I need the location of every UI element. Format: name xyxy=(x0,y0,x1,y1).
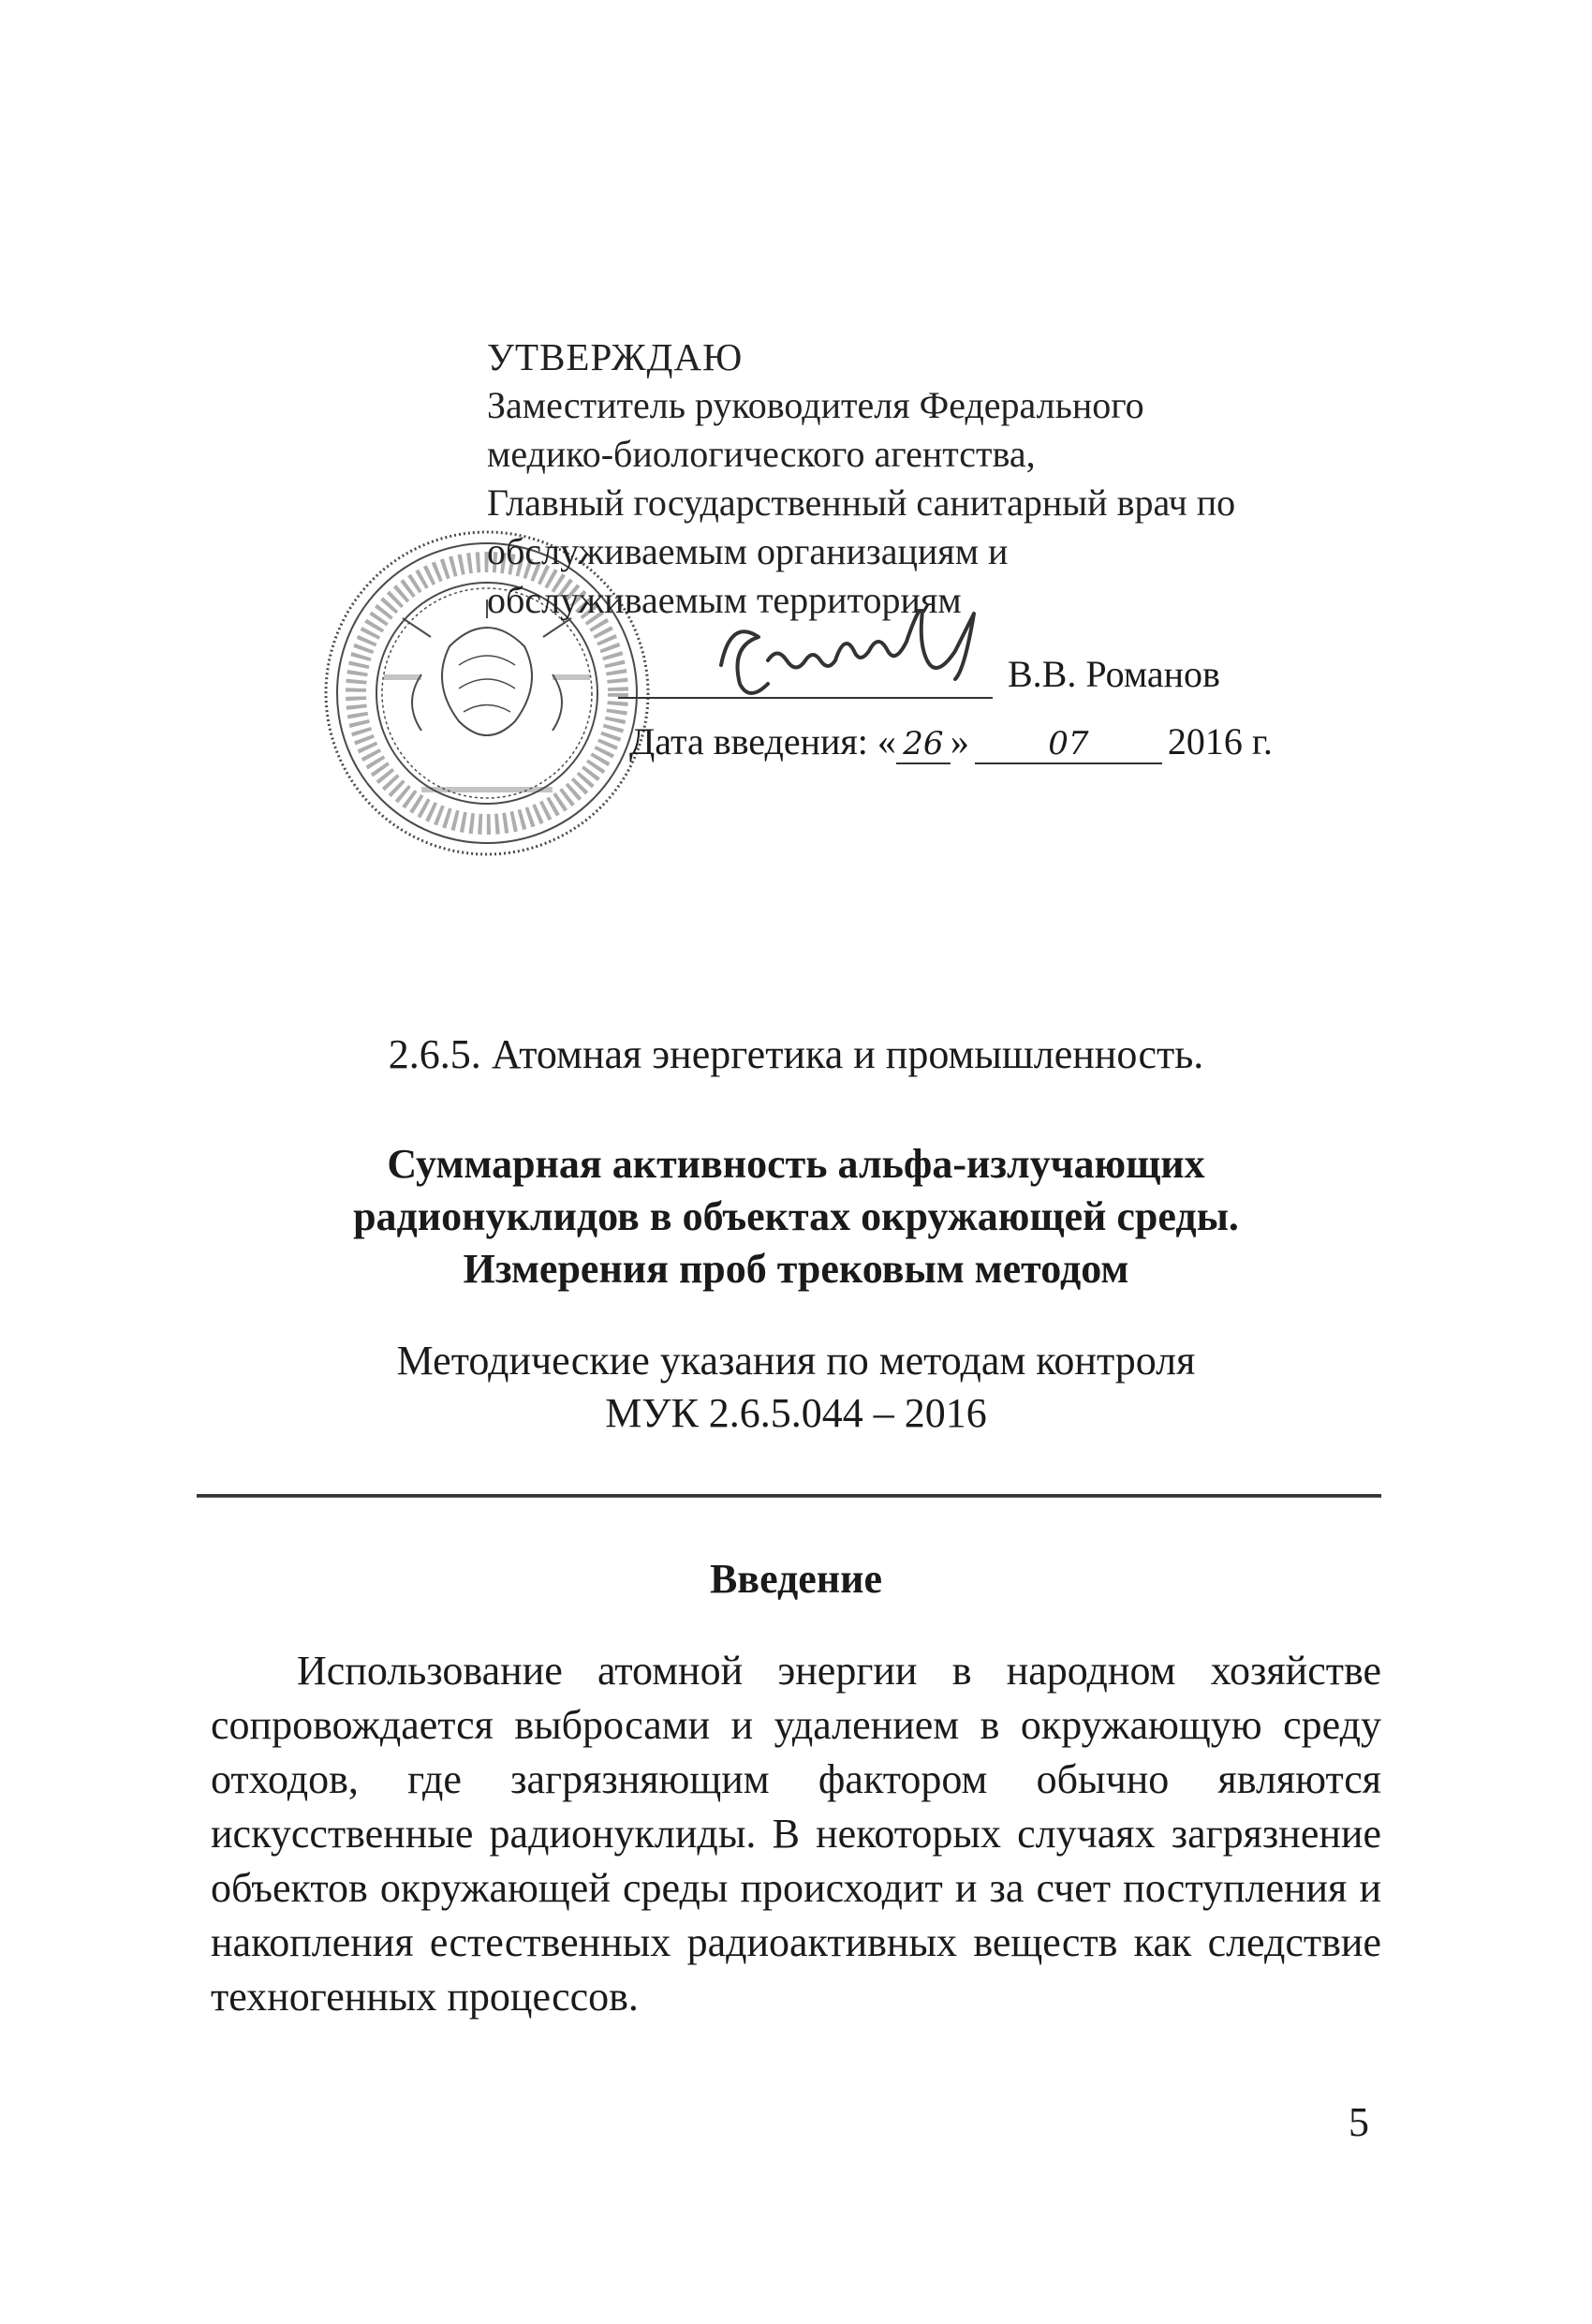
title-line: радионуклидов в объектах окружающей среды. xyxy=(353,1193,1239,1239)
document-subtitle xyxy=(0,1335,1592,1440)
introduction-paragraph: Использование атомной энергии в народном хозяйстве сопровождается выбросами и удалением в окружающую среду отходов, где загрязняющим фактором обычно являются искусственные радионуклиды. В некоторых случаях загрязнение объектов окружающей среды происходит и за счет поступления и накопления естественных радиоактивных веществ как следствие техногенных процессов. xyxy=(211,1648,1381,2020)
subtitle-line: Методические указания по методам контроля xyxy=(396,1338,1196,1384)
title-line: Суммарная активность альфа-излучающих xyxy=(387,1141,1205,1187)
horizontal-divider xyxy=(197,1494,1381,1498)
approval-block xyxy=(487,333,1330,625)
date-label: Дата введения: « xyxy=(629,720,896,762)
date-day: 26 xyxy=(896,725,951,764)
introduction-heading: Введение xyxy=(709,1556,883,1602)
document-code: МУК 2.6.5.044 – 2016 xyxy=(605,1390,987,1436)
introduction-date xyxy=(629,719,1273,764)
approval-position-line: Главный государственный санитарный врач по xyxy=(487,481,1236,524)
page-number: 5 xyxy=(1349,2099,1369,2145)
handwritten-signature-icon xyxy=(702,609,1039,712)
document-title xyxy=(0,1138,1592,1295)
signature-row xyxy=(487,646,1330,703)
approval-position-line: обслуживаемым территориям xyxy=(487,579,962,621)
approval-title: УТВЕРЖДАЮ xyxy=(487,335,744,378)
date-month: 07 xyxy=(975,725,1162,764)
signer-name: В.В. Романов xyxy=(1008,653,1220,695)
approval-position-line: медико-биологического агентства, xyxy=(487,433,1036,475)
date-separator: » xyxy=(950,720,969,762)
date-year: 2016 г. xyxy=(1167,720,1273,762)
section-caption: 2.6.5. Атомная энергетика и промышленность. xyxy=(388,1031,1204,1077)
title-line: Измерения проб трековым методом xyxy=(463,1246,1129,1292)
approval-position-line: обслуживаемым организациям и xyxy=(487,530,1009,572)
approval-position-line: Заместитель руководителя Федерального xyxy=(487,384,1144,426)
